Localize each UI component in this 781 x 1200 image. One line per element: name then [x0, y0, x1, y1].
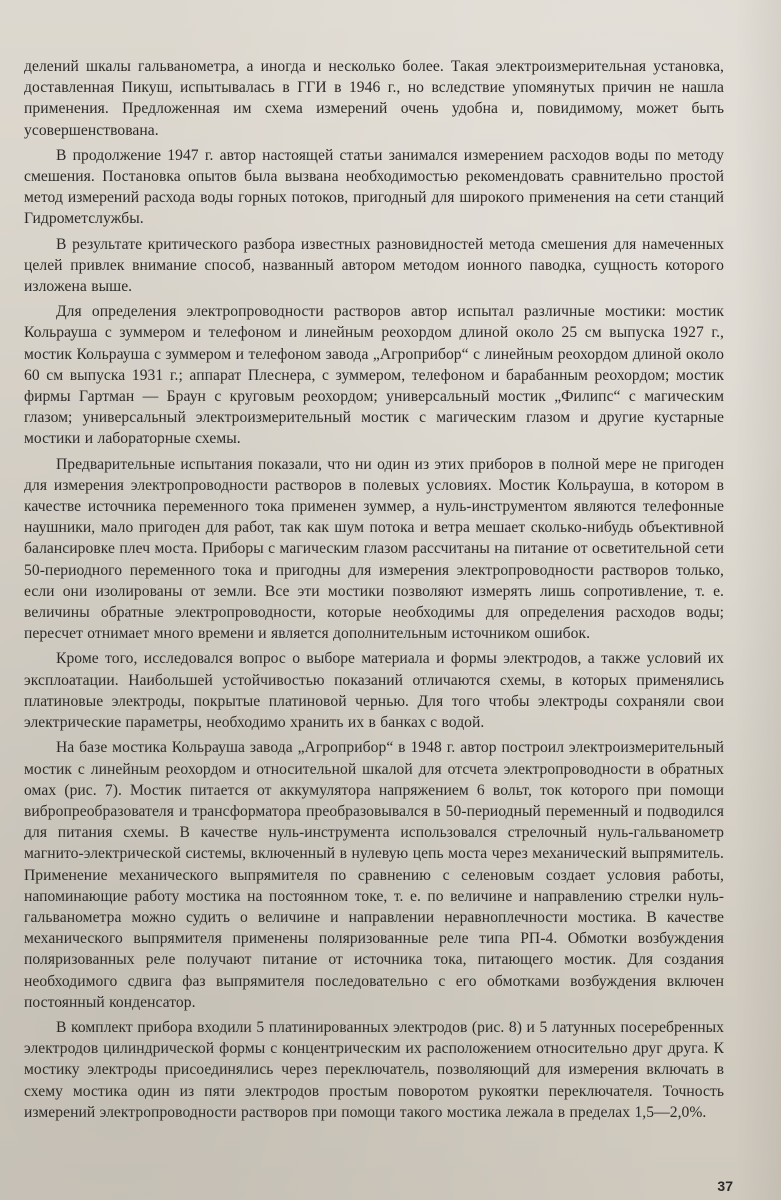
paragraph-7: На базе мостика Кольрауша завода „Агроприбор“ в 1948 г. автор построил электроизмерительный мостик с линейным реохордом и относительной шкалой для отсчета электропроводности в обратных омах (рис. 7). Мостик питается от аккумулятора напряжением 6 вольт, ток которого при помощи вибропреобразователя и трансформатора преобразовывался в 50-периодный переменный и подводился для питания схемы. В качестве нуль-инструмента использовался стрелочный нуль-гальванометр магнито-электрической системы, включенный в нулевую цепь моста через механический выпрямитель. Применение механического выпрямителя по сравнению с селеновым создает условия работы, напоминающие работу мостика на постоянном токе, т. е. по величине и направлению стрелки нуль-гальванометра можно судить о величине и направлении неравноплечности мостика. В качестве механического выпрямителя применены поляризованные реле типа РП-4. Обмотки возбуждения поляризованных реле получают питание от источника тока, питающего мостик. Для создания необходимого сдвига фаз выпрямителя последовательно с его обмотками возбуждения включен постоянный конденсатор.	[24, 739, 724, 1011]
paragraph-5: Предварительные испытания показали, что ни один из этих приборов в полной мере не пригоден для измерения электропроводности растворов в полевых условиях. Мостик Кольрауша, в котором в качестве источника переменного тока применен зуммер, а нуль-инструментом являются телефонные наушники, мало пригоден для работ, так как шум потока и ветра мешает сколько-нибудь объективной балансировке плеч моста. Приборы с магическим глазом рассчитаны на питание от осветительной сети 50-периодного переменного тока и пригодны для измерения электропроводности растворов только, если они изолированы от земли. Все эти мостики позволяют измерять лишь сопротивление, т. е. величины обратные электропроводности, которые необходимы для определения расходов воды; пересчет отнимает много времени и является дополнительным источником ошибок.	[24, 455, 724, 643]
page-text-column	[24, 56, 724, 1127]
paragraph-6: Кроме того, исследовался вопрос о выборе материала и формы электродов, а также условий их эксплоатации. Наибольшей устойчивостью показаний отличаются схемы, в которых применялись платиновые электроды, покрытые платиновой чернью. Для того чтобы электроды сохраняли свои электрические параметры, необходимо хранить их в банках с водой.	[24, 650, 724, 732]
page-edge-shadow	[735, 0, 781, 1200]
paragraph-3: В результате критического разбора известных разновидностей метода смешения для намеченных целей привлек внимание способ, названный автором методом ионного паводка, сущность которого изложена выше.	[24, 235, 724, 296]
paragraph-4: Для определения электропроводности растворов автор испытал различные мостики: мостик Кольрауша с зуммером и телефоном и линейным реохордом длиной около 25 см выпуска 1927 г., мостик Кольрауша с зуммером и телефоном завода „Агроприбор“ с линейным реохордом длиной около 60 см выпуска 1931 г.; аппарат Плеснера, с зуммером, телефоном и барабанным реохордом; мостик фирмы Гартман — Браун с круговым реохордом; универсальный мостик „Филипс“ с магическим глазом; универсальный электроизмерительный мостик с магическим глазом и другие кустарные мостики и лабораторные схемы.	[24, 303, 724, 448]
paragraph-8: В комплект прибора входили 5 платинированных электродов (рис. 8) и 5 латунных посеребренных электродов цилиндрической формы с концентрическим их расположением относительно друг друга. К мостику электроды присоединялись через переключатель, позволяющий для измерения включать в схему мостика один из пяти электродов простым поворотом рукоятки переключателя. Точность измерений электропроводности растворов при помощи такого мостика лежала в пределах 1,5—2,0%.	[24, 1018, 724, 1121]
paragraph-2: В продолжение 1947 г. автор настоящей статьи занимался измерением расходов воды по методу смешения. Постановка опытов была вызвана необходимостью рекомендовать сравнительно простой метод измерений расхода воды горных потоков, пригодный для широкого применения на сети станций Гидрометслужбы.	[24, 146, 724, 228]
page-number: 37	[717, 1178, 733, 1194]
paragraph-1: делений шкалы гальванометра, а иногда и несколько более. Такая электроизмерительная установка, доставленная Пикуш, испытывалась в ГГИ в 1946 г., но вследствие упомянутых причин не нашла применения. Предложенная им схема измерений очень удобна и, повидимому, может быть усовершенствована.	[24, 58, 724, 139]
